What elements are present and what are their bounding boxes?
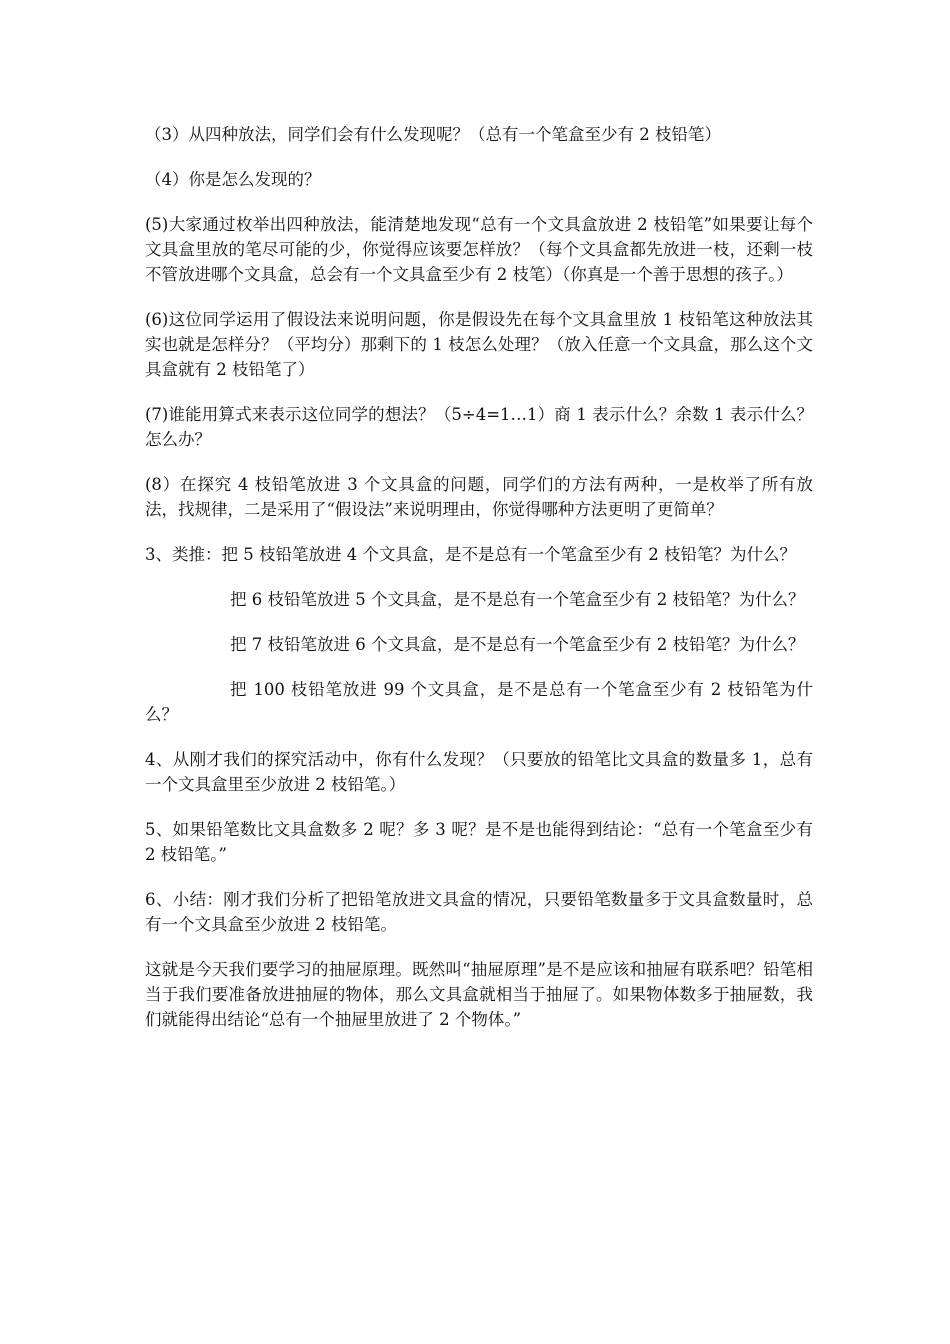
paragraph-4-how-found: （4）你是怎么发现的？: [145, 170, 321, 189]
paragraph-7-formula: (7)谁能用算式来表示这位同学的想法？（5÷4=1…1）商 1 表示什么？余数 1 表示什么？怎么办？: [145, 405, 813, 449]
paragraph-analogy-100-99: 把 100 枝铅笔放进 99 个文具盒，是不是总有一个笔盒至少有 2 枝铅笔为什么？: [145, 680, 813, 724]
paragraph-more-pencils: 5、如果铅笔数比文具盒数多 2 呢？多 3 呢？是不是也能得到结论：“总有一个笔盒至少有 2 枝铅笔。”: [145, 820, 813, 864]
paragraph-6-assumption: (6)这位同学运用了假设法来说明问题，你是假设先在每个文具盒里放 1 枝铅笔这种放法其实也就是怎样分？（平均分）那剩下的 1 枝怎么处理？（放入任意一个文具盒，那么这个文具盒就有 2 枝铅笔了）: [145, 310, 813, 379]
paragraph-analogy-6-5: 把 6 枝铅笔放进 5 个文具盒，是不是总有一个笔盒至少有 2 枝铅笔？为什么？: [230, 590, 805, 609]
paragraph-5-enumeration: (5)大家通过枚举出四种放法，能清楚地发现“总有一个文具盒放进 2 枝铅笔”如果要让每个文具盒里放的笔尽可能的少，你觉得应该要怎样放？（每个文具盒都先放进一枝，还剩一枝不管放进哪个文具盒，总会有一个文具盒至少有 2 枝笔）（你真是一个善于思想的孩子。）: [145, 215, 813, 284]
paragraph-drawer-principle: 这就是今天我们要学习的抽屉原理。既然叫“抽屉原理”是不是应该和抽屉有联系吧？铅笔相当于我们要准备放进抽屉的物体，那么文具盒就相当于抽屉了。如果物体数多于抽屉数，我们就能得出结论“总有一个抽屉里放进了 2 个物体。”: [145, 960, 813, 1029]
paragraph-analogy-7-6: 把 7 枝铅笔放进 6 个文具盒，是不是总有一个笔盒至少有 2 枝铅笔？为什么？: [230, 635, 805, 654]
document-body: [145, 122, 813, 1052]
paragraph-analogy: 3、类推：把 5 枝铅笔放进 4 个文具盒，是不是总有一个笔盒至少有 2 枝铅笔？为什么？: [145, 545, 796, 564]
paragraph-8-methods: (8）在探究 4 枝铅笔放进 3 个文具盒的问题，同学们的方法有两种，一是枚举了所有放法，找规律，二是采用了“假设法”来说明理由，你觉得哪种方法更明了更简单？: [145, 475, 813, 519]
paragraph-discovery-summary: 4、从刚才我们的探究活动中，你有什么发现？（只要放的铅笔比文具盒的数量多 1，总有一个文具盒里至少放进 2 枝铅笔。）: [145, 750, 813, 794]
paragraph-3-discovery: （3）从四种放法，同学们会有什么发现呢？（总有一个笔盒至少有 2 枝铅笔）: [145, 125, 721, 144]
paragraph-conclusion: 6、小结：刚才我们分析了把铅笔放进文具盒的情况，只要铅笔数量多于文具盒数量时，总有一个文具盒至少放进 2 枝铅笔。: [145, 890, 813, 934]
